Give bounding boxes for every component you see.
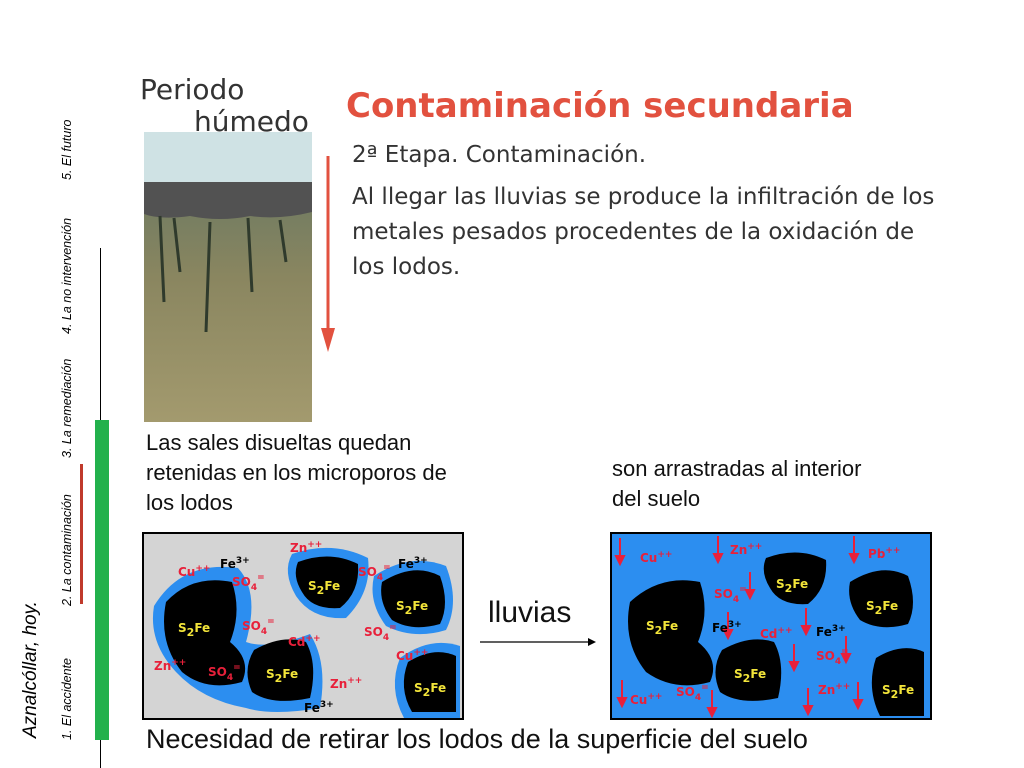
svg-text:SO4=: $SO_4^=$ <box>242 617 275 637</box>
svg-text:Cu++: Cu++ <box>178 564 211 579</box>
svg-text:SO4=: $SO_4^=$ <box>208 663 241 683</box>
svg-text:S2Fe: S2Fe <box>882 683 915 701</box>
nav-item-no-intervencion[interactable]: 4. La no intervención <box>60 217 74 334</box>
svg-text:Cu++: Cu++ <box>630 692 663 707</box>
svg-text:Zn++: Zn++ <box>730 542 763 557</box>
infiltration-arrow-head <box>321 328 335 352</box>
stage-label: 2ª Etapa. Contaminación. <box>352 142 647 168</box>
caption-right: son arrastradas al interior del suelo <box>612 456 862 511</box>
svg-text:Fe3+: $Fe^{3+}$ <box>220 556 250 571</box>
svg-text:Cu++: Cu++ <box>640 550 673 565</box>
svg-text:S2Fe: S2Fe <box>308 579 341 597</box>
svg-text:Fe3+: $Fe^{3+}$ <box>816 624 846 639</box>
svg-text:S2Fe: S2Fe <box>866 599 899 617</box>
svg-text:S2Fe: S2Fe <box>734 667 767 685</box>
progress-red-bar <box>80 464 83 604</box>
svg-text:SO4=: $SO_4^=$ <box>232 573 265 593</box>
stage-description: Al llegar las lluvias se produce la infiltración de los metales pesados procedentes de la oxidación de los lodos. <box>352 184 935 280</box>
conclusion-text: Necesidad de retirar los lodos de la superficie del suelo <box>146 724 808 754</box>
svg-text:Pb++: Pb++ <box>868 546 901 561</box>
svg-text:Cd++: Cd++ <box>288 634 321 649</box>
svg-text:S2Fe: S2Fe <box>776 577 809 595</box>
svg-text:S2Fe: S2Fe <box>414 681 447 699</box>
svg-text:Cd++: Cd++ <box>760 626 793 641</box>
caption-left: Las sales disueltas quedan retenidas en los microporos de los lodos <box>146 430 447 515</box>
svg-text:SO4=: $SO_4^=$ <box>816 647 849 667</box>
svg-text:SO4=: $SO_4^=$ <box>358 563 391 583</box>
nav-item-futuro[interactable]: 5. El futuro <box>60 119 74 180</box>
nav-item-remediacion[interactable]: 3. La remediación <box>60 358 74 458</box>
svg-text:Zn++: Zn++ <box>154 658 187 673</box>
svg-text:Cu++: Cu++ <box>396 648 429 663</box>
soil-profile-image <box>140 132 340 424</box>
arrow-label: lluvias <box>488 596 572 629</box>
svg-text:Fe3+: $Fe^{3+}$ <box>712 620 742 635</box>
svg-text:Zn++: Zn++ <box>290 540 323 555</box>
nav-item-accidente[interactable]: 1. El accidente <box>60 658 74 740</box>
figure-title: Contaminación secundaria <box>346 86 854 126</box>
svg-text:S2Fe: S2Fe <box>178 621 211 639</box>
svg-text:SO4=: $SO_4^=$ <box>676 683 709 703</box>
svg-text:Fe3+: $Fe^{3+}$ <box>398 556 428 571</box>
svg-text:SO4=: $SO_4^=$ <box>714 585 747 605</box>
svg-text:S2Fe: S2Fe <box>646 619 679 637</box>
svg-text:Fe3+: $Fe^{3+}$ <box>304 700 334 715</box>
svg-text:S2Fe: S2Fe <box>396 599 429 617</box>
nav-item-contaminacion[interactable]: 2. La contaminación <box>60 494 74 606</box>
svg-text:SO4=: $SO_4^=$ <box>364 623 397 643</box>
diagram-right <box>610 532 932 720</box>
periodo-label: Periodo húmedo <box>140 73 309 138</box>
presentation-title: Aznalcóllar, hoy. <box>20 601 41 738</box>
diagram-left <box>142 532 464 720</box>
transition-arrow <box>478 634 598 650</box>
svg-text:S2Fe: S2Fe <box>266 667 299 685</box>
svg-text:Zn++: Zn++ <box>330 676 363 691</box>
progress-green-bar <box>95 420 109 740</box>
svg-text:Zn++: Zn++ <box>818 682 851 697</box>
